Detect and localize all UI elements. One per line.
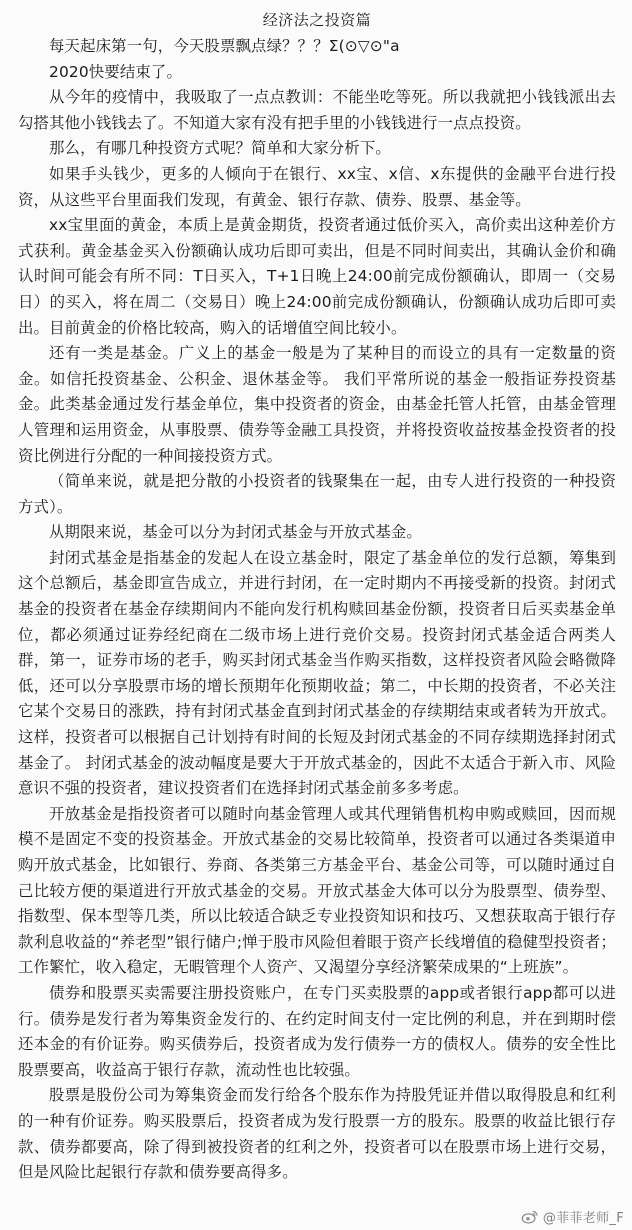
paragraph-year-ending: 2020快要结束了。: [49, 62, 183, 81]
paragraph-opening: 每天起床第一句，今天股票飘点绿？？？Σ(⊙▽⊙"a: [49, 37, 400, 55]
watermark: [521, 1207, 624, 1226]
paragraph-bonds: 债券和股票买卖需要注册投资账户，在专门买卖股票的app或者银行app都可以进行。债券是发行者为筹集资金发行的、在约定时间支付一定比例的利息，并在到期时偿还本金的有价证券。购买债券后，投资者成为发行债券一方的债权人。债券的安全性比股票要高，收益高于银行存款，流动性也比较强。: [18, 983, 616, 1079]
paragraph-open-fund: 开放基金是指投资者可以随时向基金管理人或其代理销售机构申购或赎回，因而规模不是固定不变的投资基金。开放式基金的交易比较简单，投资者可以通过各类渠道申购开放式基金，比如银行、券商、各类第三方基金平台、基金公司等，可以随时通过自己比较方便的渠道进行开放式基金的交易。开放式基金大体可以分为股票型、债券型、指数型、保本型等几类，所以比较适合缺乏专业投资知识和技巧、又想获取高于银行存款利息收益的“养老型”银行储户;惮于股市风险但着眼于资产长线增值的稳健型投资者；工作繁忙，收入稳定，无暇管理个人资产、又渴望分享经济繁荣成果的“上班族”。: [18, 804, 616, 977]
paragraph-fund-types: 从期限来说，基金可以分为封闭式基金与开放式基金。: [49, 523, 422, 542]
paragraph-gold: xx宝里面的黄金，本质上是黄金期货，投资者通过低价买入，高价卖出这种差价方式获利。黄金基金买入份额确认成功后即可卖出，但是不同时间卖出，其确认金价和确认时间可能会有所不同：T日买入，T+1日晚上24:00前完成份额确认，即周一（交易日）的买入，将在周二（交易日）晚上24:00前完成份额确认，份额确认成功后即可卖出。目前黄金的价格比较高，购入的话增值空间比较小。: [18, 216, 616, 337]
article-title: 经济法之投资篇: [262, 11, 372, 29]
paragraph-fund-definition: 还有一类是基金。广义上的基金一般是为了某种目的而设立的具有一定数量的资金。如信托投资基金、公积金、退休基金等。 我们平常所说的基金一般指证券投资基金。此类基金通过发行基金单位，集中投资者的资金，由基金托管人托管，由基金管理人管理和运用资金，从事股票、债券等金融工具投资，并将投资收益按基金投资者的投资比例进行分配的一种间接投资方式。: [18, 344, 616, 465]
paragraph-fund-summary: （简单来说，就是把分散的小投资者的钱聚集在一起，由专人进行投资的一种投资方式）。: [18, 472, 616, 516]
watermark-text: @菲菲老师_F: [542, 1211, 624, 1226]
paragraph-platforms: 如果手头钱少，更多的人倾向于在银行、xx宝、x信、x东提供的金融平台进行投资，从这些平台里面我们发现，有黄金、银行存款、债券、股票、基金等。: [18, 164, 616, 209]
paragraph-lesson: 从今年的疫情中，我吸取了一点点教训：不能坐吃等死。所以我就把小钱钱派出去勾搭其他小钱钱去了。不知道大家有没有把手里的小钱钱进行一点点投资。: [18, 88, 616, 132]
weibo-logo-icon: [521, 1210, 539, 1224]
paragraph-stocks: 股票是股份公司为筹集资金而发行给各个股东作为持股凭证并借以取得股息和红利的一种有价证券。购买股票后，投资者成为发行股票一方的股东。股票的收益比银行存款、债券都要高，除了得到被投资者的红利之外，投资者可以在股票市场上进行交易，但是风险比起银行存款和债券要高得多。: [18, 1086, 616, 1182]
paragraph-closed-fund: 封闭式基金是指基金的发起人在设立基金时，限定了基金单位的发行总额，筹集到这个总额后，基金即宣告成立，并进行封闭，在一定时期内不再接受新的投资。封闭式基金的投资者在基金存续期间内不能向发行机构赎回基金份额，投资者日后买卖基金单位，都必须通过证券经纪商在二级市场上进行竞价交易。投资封闭式基金适合两类人群，第一，证券市场的老手，购买封闭式基金当作购买指数，这样投资者风险会略微降低，还可以分享股票市场的增长预期年化预期收益；第二，中长期的投资者，不必关注它某个交易日的涨跌，持有封闭式基金直到封闭式基金的存续期结束或者转为开放式。这样，投资者可以根据自己计划持有时间的长短及封闭式基金的不同存续期选择封闭式基金了。 封闭式基金的波动幅度是要大于开放式基金的，因此不太适合于新入市、风险意识不强的投资者，建议投资者们在选择封闭式基金前多多考虑。: [18, 548, 616, 798]
paragraph-question: 那么，有哪几种投资方式呢？简单和大家分析下。: [49, 139, 391, 158]
